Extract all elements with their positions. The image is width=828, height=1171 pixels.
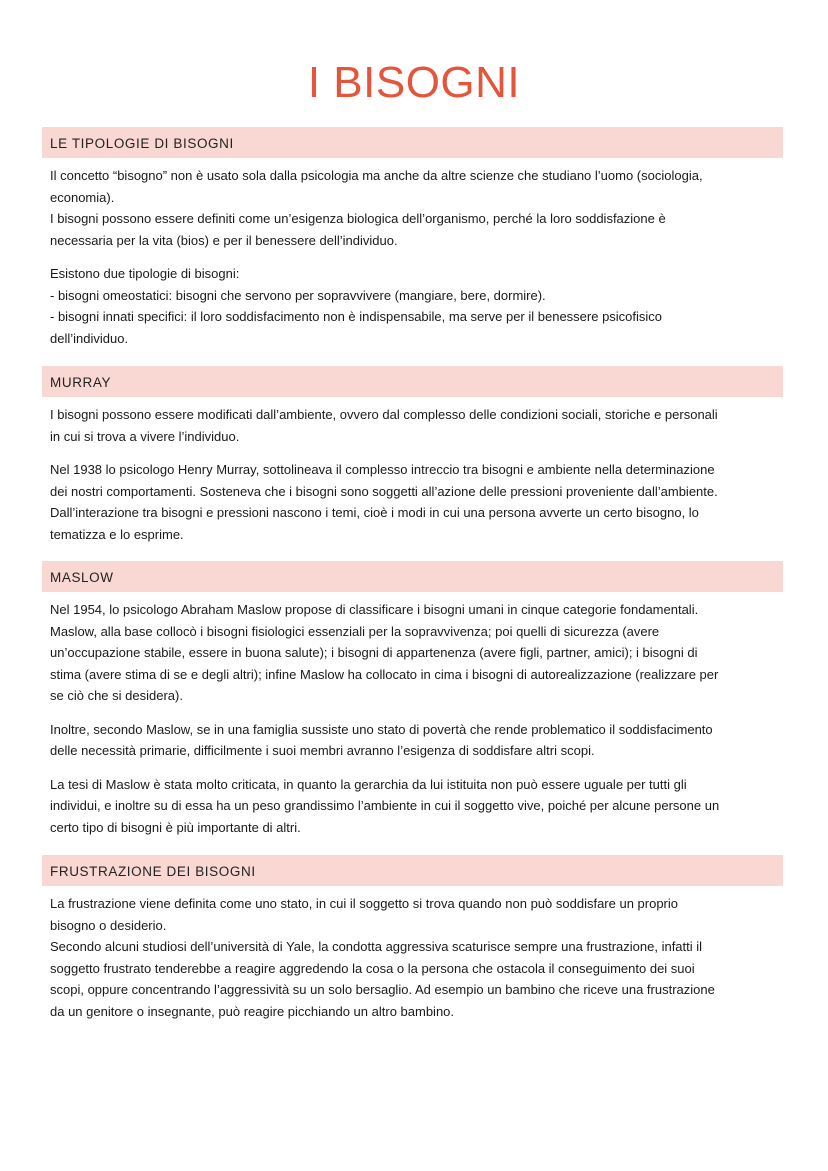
section-heading: FRUSTRAZIONE DEI BISOGNI — [42, 855, 783, 886]
text-line: Dall’interazione tra bisogni e pressioni nascono i temi, cioè i modi in cui una persona avverte un certo bisogno, lo — [50, 505, 699, 520]
section-tipologie — [42, 127, 783, 361]
text-line: I bisogni possono essere modificati dall’ambiente, ovvero dal complesso delle condizioni sociali, storiche e personali — [50, 407, 718, 422]
text-line: scopi, oppure concentrando l’aggressività su un solo bersaglio. Ad esempio un bambino che riceve una frustrazione — [50, 982, 715, 997]
text-line: Maslow, alla base collocò i bisogni fisiologici essenziali per la sopravvivenza; poi quelli di sicurezza (avere — [50, 623, 660, 639]
section-body — [42, 886, 783, 1022]
text-line: La tesi di Maslow è stata molto criticata, in quanto la gerarchia da lui istituita non può essere uguale per tutti gli — [50, 776, 687, 792]
text-line: dei nostri comportamenti. Sosteneva che i bisogni sono soggetti all’azione delle pressioni proveniente dall’ambiente. — [50, 483, 718, 499]
text-line: certo tipo di bisogni è più importante di altri. — [50, 819, 301, 835]
section-heading: LE TIPOLOGIE DI BISOGNI — [42, 127, 783, 158]
text-line: dell’individuo. — [50, 330, 129, 346]
paragraph — [50, 165, 783, 251]
text-line: tematizza e lo esprime. — [50, 526, 184, 542]
text-line: bisogno o desiderio. — [50, 917, 167, 933]
text-line: - bisogni omeostatici: bisogni che servono per sopravvivere (mangiare, bere, dormire). — [50, 287, 546, 303]
section-maslow — [42, 561, 783, 850]
paragraph — [50, 893, 783, 1022]
paragraph — [50, 459, 783, 545]
paragraph — [50, 599, 783, 707]
text-line: Secondo alcuni studiosi dell’università di Yale, la condotta aggressiva scaturisce sempre una frustrazione, infatti il — [50, 939, 703, 954]
text-line: Inoltre, secondo Maslow, se in una famiglia sussiste uno stato di povertà che rende problematico il soddisfacimento — [50, 721, 713, 737]
text-line: un’occupazione stabile, essere in buona salute); i bisogni di appartenenza (avere figli, partner, amici); i bisogni di — [50, 645, 698, 660]
paragraph — [50, 719, 783, 762]
text-line: stima (avere stima di se e degli altri); infine Maslow ha collocato in cima i bisogni di autorealizzazione (realizzare per — [50, 666, 719, 682]
text-line: soggetto frustrato tenderebbe a reagire aggredendo la cosa o la persona che ostacola il conseguimento dei suoi — [50, 960, 695, 976]
section-body — [42, 592, 783, 838]
text-line: economia). — [50, 189, 115, 205]
text-line: in cui si trova a vivere l’individuo. — [50, 428, 240, 444]
text-line: se ciò che si desidera). — [50, 688, 183, 703]
section-heading: MASLOW — [42, 561, 783, 592]
section-murray — [42, 366, 783, 557]
text-line: Il concetto “bisogno” non è usato sola dalla psicologia ma anche da altre scienze che studiano l’uomo (sociologia, — [50, 168, 703, 183]
text-line: Esistono due tipologie di bisogni: — [50, 266, 240, 281]
page-title: I BISOGNI — [307, 58, 521, 107]
text-line: Nel 1954, lo psicologo Abraham Maslow propose di classificare i bisogni umani in cinque categorie fondamentali. — [50, 602, 699, 617]
text-line: La frustrazione viene definita come uno stato, in cui il soggetto si trova quando non può soddisfare un proprio — [50, 896, 679, 911]
section-body — [42, 397, 783, 545]
text-line: necessaria per la vita (bios) e per il benessere dell’individuo. — [50, 232, 398, 248]
text-line: da un genitore o insegnante, può reagire picchiando un altro bambino. — [50, 1003, 455, 1019]
text-line: - bisogni innati specifici: il loro soddisfacimento non è indispensabile, ma serve per il benessere psicofisico — [50, 309, 663, 324]
text-line: individui, e inoltre su di essa ha un peso grandissimo l’ambiente in cui il soggetto vive, poiché per alcune persone un — [50, 798, 720, 813]
section-body — [42, 158, 783, 349]
section-heading: MURRAY — [42, 366, 783, 397]
text-line: I bisogni possono essere definiti come un’esigenza biologica dell’organismo, perché la loro soddisfazione è — [50, 211, 666, 226]
text-line: Nel 1938 lo psicologo Henry Murray, sottolineava il complesso intreccio tra bisogni e ambiente nella determinazione — [50, 462, 715, 477]
paragraph — [50, 774, 783, 839]
paragraph — [50, 263, 783, 349]
text-line: delle necessità primarie, difficilmente i suoi membri avranno l’esigenza di soddisfare altri scopi. — [50, 743, 595, 758]
paragraph — [50, 404, 783, 447]
section-frustrazione — [42, 855, 783, 1034]
